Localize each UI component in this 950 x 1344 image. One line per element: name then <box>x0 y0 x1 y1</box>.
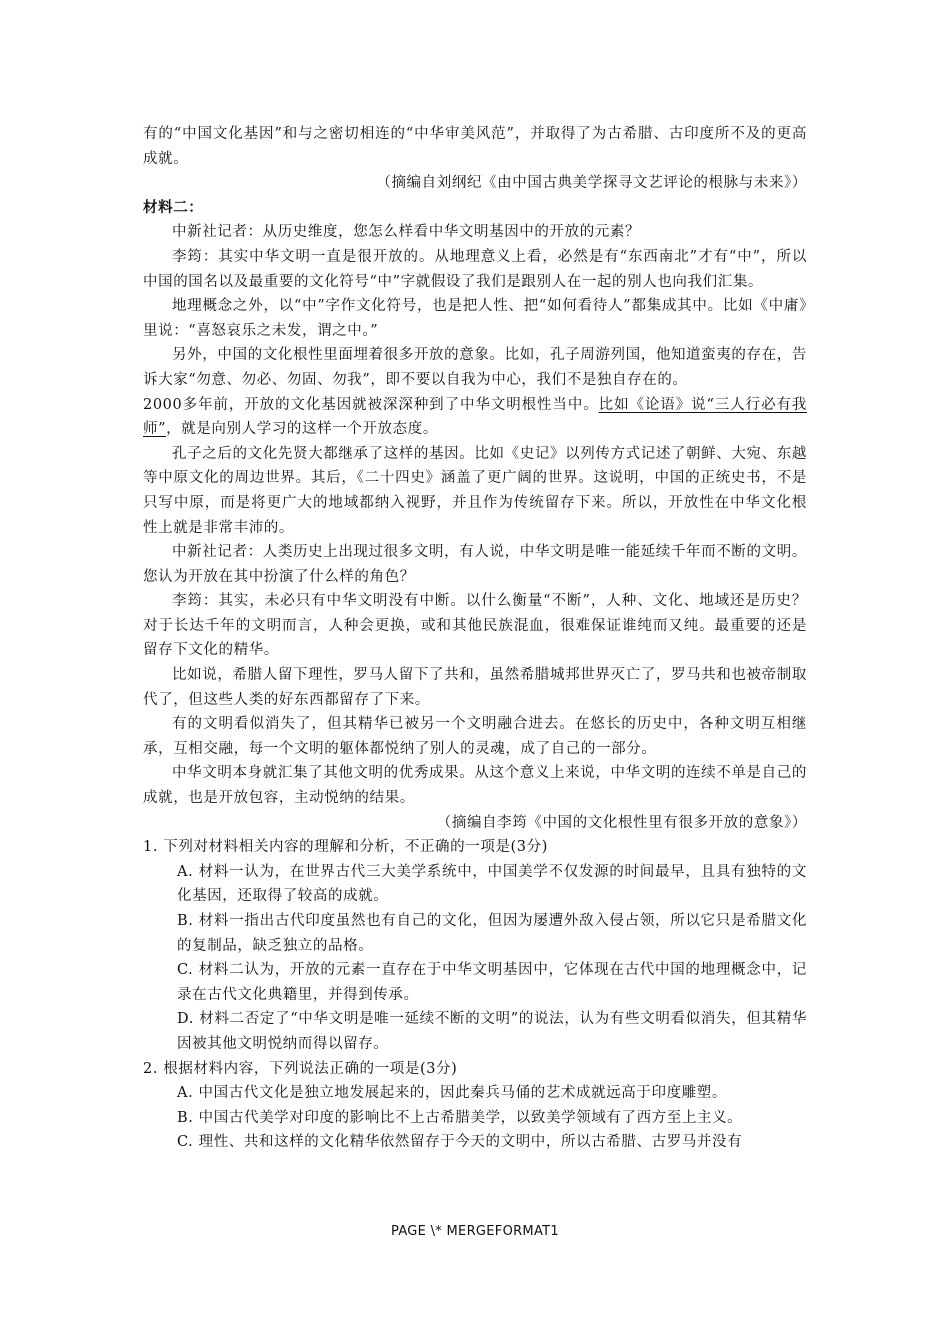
question-1-option-d: D. 材料二否定了“中华文明是唯一延续不断的文明”的说法，认为有些文明看似消失，但其精华因被其他文明悦纳而得以留存。 <box>177 1011 807 1052</box>
paragraph: 孔子之后的文化先贤大都继承了这样的基因。比如《史记》以列传方式记述了朝鲜、大宛、东越等中原文化的周边世界。其后，《二十四史》涵盖了更广阔的世界。这说明，中国的正统史书，不是只写中原，而是将更广大的地域都纳入视野，并且作为传统留存下来。所以，开放性在中华文化根性上就是非常丰沛的。 <box>143 445 807 536</box>
paragraph: 比如说，希腊人留下理性，罗马人留下了共和，虽然希腊城邦世界灭亡了，罗马共和也被帝制取代了，但这些人类的好东西都留存了下来。 <box>143 667 807 708</box>
paragraph: 地理概念之外，以“中”字作文化符号，也是把人性、把“如何看待人”都集成其中。比如《中庸》里说：“喜怒哀乐之未发，谓之中。” <box>143 298 807 339</box>
paragraph: 李筠：其实，未必只有中华文明没有中断。以什么衡量“不断”，人种、文化、地域还是历史？对于长达千年的文明而言，人种会更换，或和其他民族混血，很难保证谁纯而又纯。最重要的还是留存下文化的精华。 <box>143 593 807 659</box>
material1-source: （摘编自刘纲纪《由中国古典美学探寻文艺评论的根脉与未来》） <box>376 175 807 192</box>
question-2-option-c: C. 理性、共和这样的文化精华依然留存于今天的文明中，所以古希腊、古罗马并没有 <box>177 1134 743 1151</box>
question-1-option-b: B. 材料一指出古代印度虽然也有自己的文化，但因为屡遭外敌入侵占领，所以它只是希腊文化的复制品，缺乏独立的品格。 <box>177 913 807 954</box>
paragraph-text: 2000多年前，开放的文化基因就被深深种到了中华文明根性当中。 <box>143 396 599 413</box>
paragraph: 中华文明本身就汇集了其他文明的优秀成果。从这个意义上来说，中华文明的连续不单是自己的成就，也是开放包容，主动悦纳的结果。 <box>143 765 807 807</box>
paragraph-text: ，就是向别人学习的这样一个开放态度。 <box>166 421 438 438</box>
paragraph: 有的文明看似消失了，但其精华已被另一个文明融合进去。在悠长的历史中，各种文明互相继承，互相交融，每一个文明的躯体都悦纳了别人的灵魂，成了自己的一部分。 <box>143 716 807 757</box>
material2-source: （摘编自李筠《中国的文化根性里有很多开放的意象》） <box>436 814 807 831</box>
material1-tail: 有的“中国文化基因”和与之密切相连的“中华审美风范”，并取得了为古希腊、古印度所不及的更高成就。 <box>143 126 807 167</box>
page-content <box>143 122 807 1155</box>
paragraph: 中新社记者：人类历史上出现过很多文明，有人说，中华文明是唯一能延续千年而不断的文明。您认为开放在其中扮演了什么样的角色？ <box>143 544 807 585</box>
question-1-stem: 1. 下列对材料相关内容的理解和分析，不正确的一项是(3分) <box>143 839 548 856</box>
underlined-quote: 比如《论语》说“三人行必有我师” <box>143 396 808 438</box>
question-1-option-a: A. 材料一认为，在世界古代三大美学系统中，中国美学不仅发源的时间最早，且具有独特的文化基因，还取得了较高的成就。 <box>177 863 807 905</box>
paragraph: 另外，中国的文化根性里面埋着很多开放的意象。比如，孔子周游列国，他知道蛮夷的存在，告诉大家“勿意、勿必、勿固、勿我”，即不要以自我为中心，我们不是独自存在的。 <box>143 347 807 388</box>
paragraph-lunyu <box>143 393 807 442</box>
question-1-option-c: C. 材料二认为，开放的元素一直存在于中华文明基因中，它体现在古代中国的地理概念中，记录在古代文化典籍里，并得到传承。 <box>177 962 807 1003</box>
question-2-stem: 2. 根据材料内容，下列说法正确的一项是(3分) <box>143 1060 458 1077</box>
page-footer: PAGE \* MERGEFORMAT1 <box>391 1224 559 1239</box>
material2-heading: 材料二： <box>143 198 204 216</box>
question-2-option-a: A. 中国古代文化是独立地发展起来的，因此秦兵马俑的艺术成就远高于印度雕塑。 <box>177 1085 727 1102</box>
question-2-option-b: B. 中国古代美学对印度的影响比不上古希腊美学，以致美学领域有了西方至上主义。 <box>177 1109 743 1126</box>
paragraph: 李筠：其实中华文明一直是很开放的。从地理意义上看，必然是有“东西南北”才有“中”，所以中国的国名以及最重要的文化符号“中”字就假设了我们是跟别人在一起的别人也向我们汇集。 <box>143 248 807 290</box>
paragraph: 中新社记者：从历史维度，您怎么样看中华文明基因中的开放的元素？ <box>172 224 641 241</box>
